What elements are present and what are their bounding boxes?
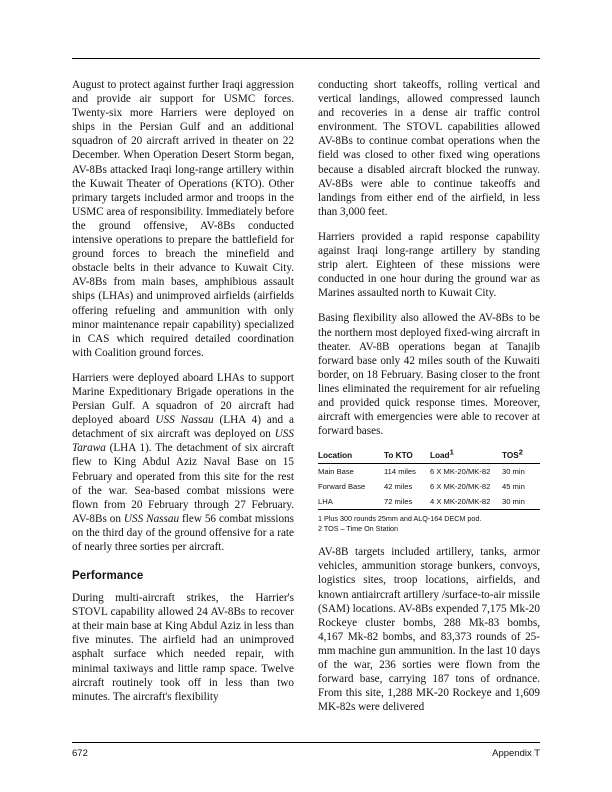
footnote-marker-1: 1 <box>449 447 454 457</box>
header-text: TOS <box>502 451 519 461</box>
left-column <box>72 78 294 725</box>
right-column <box>318 78 540 725</box>
ship-name-nassau-2: USS Nassau <box>123 512 180 525</box>
text-run: flew 56 combat missions on the third day of the ground offensive for a rate of nearly three sorties per aircraft. <box>72 512 295 553</box>
cell-tos: 45 min <box>502 482 525 492</box>
footnote-1: 1 Plus 300 rounds 25mm and ALQ-164 DECM pod. <box>318 514 482 524</box>
two-column-layout <box>72 78 540 725</box>
cell-tos: 30 min <box>502 467 525 477</box>
cell-to-kto: 42 miles <box>384 482 413 492</box>
table-row <box>318 479 540 494</box>
table-row <box>318 494 540 510</box>
cell-location: LHA <box>318 494 384 510</box>
column-header-load <box>430 449 502 464</box>
column-header-to-kto <box>384 449 430 464</box>
table-header-row <box>318 449 540 464</box>
column-header-tos <box>502 449 540 464</box>
page-number: 672 <box>72 748 88 759</box>
text-run: (LHA 1). The detachment of six aircraft flew to King Abdul Aziz Naval Base on 15 February and operated from this site for the rest of the war. Sea-based combat missions were flown from 20 February through 27 February. AV-8Bs on <box>72 442 294 525</box>
ship-name-nassau: USS Nassau <box>155 414 214 427</box>
table-footnotes <box>318 514 540 534</box>
paragraph-right-4: AV-8B targets included artillery, tanks, armor vehicles, ammunition storage bunkers, convoys, logistics sites, troop locations, airfields, and known antiaircraft artillery /surface-to-air missile (SAM) locations. AV-8Bs expended 7,175 Mk-20 Rockeye cluster bombs, 288 Mk-83 bombs, 4,167 Mk-82 bombs, and 83,373 rounds of 25-mm machine gun ammunition. In the last 10 days of the war, 236 sorties were flown from the forward base, carrying 187 tons of ordnance. From this site, 1,288 MK-20 Rockeye and 1,609 MK-82s were delivered <box>318 546 540 714</box>
header-text: To KTO <box>384 451 413 461</box>
cell-tos: 30 min <box>502 494 540 510</box>
sortie-data-table <box>318 449 540 510</box>
table-row <box>318 464 540 480</box>
footnote-2: 2 TOS – Time On Station <box>318 524 399 534</box>
footnote-marker-2: 2 <box>518 447 523 457</box>
cell-load: 6 X MK-20/MK-82 <box>430 467 491 477</box>
appendix-label: Appendix T <box>492 748 540 759</box>
header-text: Location <box>318 451 353 461</box>
paragraph-right-1: conducting short takeoffs, rolling vertical and vertical landings, allowed compressed launch and recoveries in a dense air traffic control environment. The STOVL capabilities allowed AV-8Bs to continue combat operations when the field was closed to other fixed wing operations because a disabled aircraft blocked the runway. AV-8Bs were able to continue takeoffs and landings from either end of the airfield, in less than 3,000 feet. <box>318 79 540 218</box>
cell-to-kto: 114 miles <box>384 467 416 477</box>
text-run: Harriers were deployed aboard LHAs to support Marine Expeditionary Brigade operations in the Persian Gulf. A squadron of 20 aircraft had deployed aboard <box>72 371 294 427</box>
cell-to-kto: 72 miles <box>384 494 430 510</box>
cell-location: Main Base <box>318 467 354 477</box>
cell-location: Forward Base <box>318 482 366 492</box>
footer-rule <box>72 742 540 743</box>
cell-load: 4 X MK-20/MK-82 <box>430 494 502 510</box>
paragraph-left-3: During multi-aircraft strikes, the Harrier's STOVL capability allowed 24 AV-8Bs to recover at their main base at King Abdul Aziz in less than five minutes. The airfield had an unimproved asphalt surface which needed repair, with minimal taxiways and little ramp space. Twelve aircraft routinely took off in less than two minutes. The aircraft's flexibility <box>72 592 294 703</box>
ship-name-tarawa: USS Tarawa <box>72 428 294 455</box>
paragraph-right-3: Basing flexibility also allowed the AV-8Bs to be the northern most deployed fixed-wing aircraft in theater. AV-8B operations began at Tanajib forward base only 42 miles south of the Kuwaiti border, on 18 February. Basing closer to the front lines eliminated the requirement for air refueling and provided quick response times. Moreover, aircraft with emergencies were able to recover at forward bases. <box>318 312 540 438</box>
header-rule <box>72 58 540 59</box>
section-heading-performance: Performance <box>72 570 144 583</box>
header-text: Load <box>430 451 450 461</box>
paragraph-left-1: August to protect against further Iraqi aggression and provide air support for USMC forces. Twenty-six more Harriers were deployed on ships in the Persian Gulf and an additional squadron of 20 aircraft arrived in theater on 22 December. When Operation Desert Storm began, AV-8Bs attacked Iraqi long-range artillery within the Kuwait Theater of Operations (KTO). Other primary targets included armor and troops in the USMC area of responsibility. Immediately before the ground offensive, AV-8Bs conducted intensive operations to prepare the battlefield for ground forces to breach the minefield and obstacle belts in their advance to Kuwait City. AV-8Bs from main bases, amphibious assault ships (LHAs) and unimproved airfields (airfields offering refueling and ammunition with only minor maintenance repair capability) specialized in CAS which required detailed coordination with Coalition ground forces. <box>72 79 294 359</box>
sortie-data-table-wrapper <box>318 449 540 534</box>
page-content <box>72 78 540 718</box>
paragraph-right-2: Harriers provided a rapid response capability against Iraqi long-range artillery by standing strip alert. Eighteen of these missions were conducted in one hour during the ground war as Marines assaulted north to Kuwait City. <box>318 230 540 300</box>
paragraph-left-2 <box>72 371 294 554</box>
table-header <box>318 449 540 464</box>
table-body <box>318 464 540 510</box>
text-run: (LHA 4) and a detachment of six aircraft was deployed on <box>72 414 294 441</box>
cell-load: 6 X MK-20/MK-82 <box>430 482 491 492</box>
column-header-location <box>318 449 384 464</box>
